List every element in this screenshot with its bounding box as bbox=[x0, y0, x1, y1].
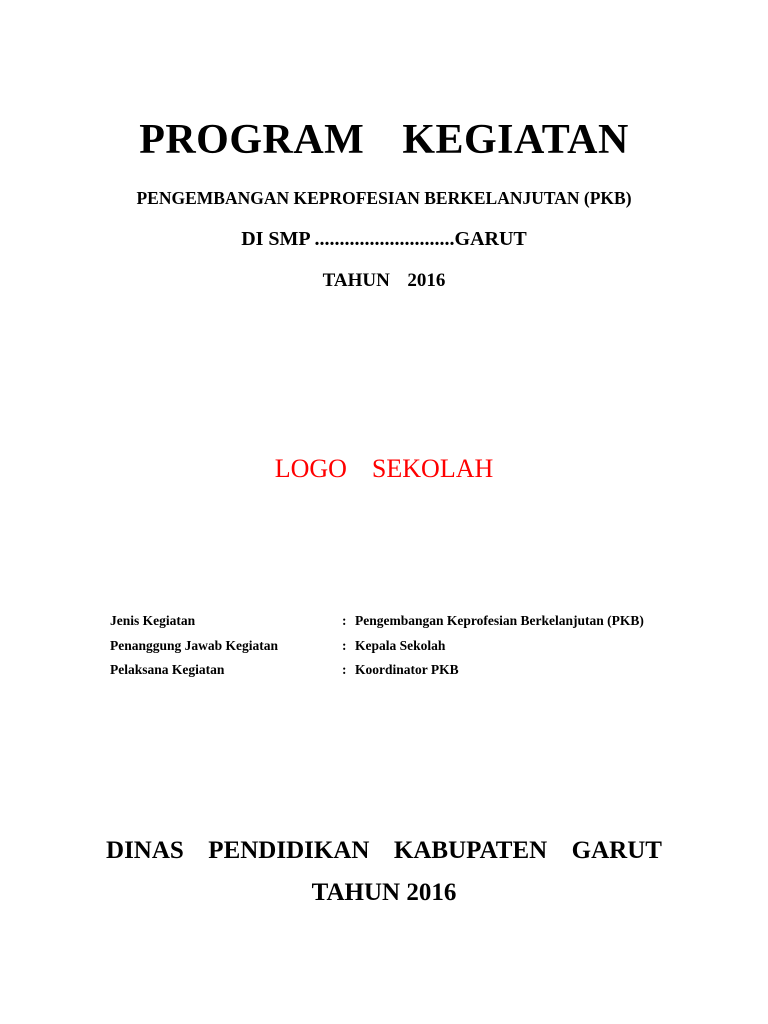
info-row-pelaksana bbox=[110, 661, 730, 686]
header-year: TAHUN 2016 bbox=[322, 270, 446, 291]
school-line: DI SMP ............................GARUT bbox=[241, 228, 527, 250]
info-table bbox=[110, 612, 730, 686]
document-subtitle: PENGEMBANGAN KEPROFESIAN BERKELANJUTAN (PKB) bbox=[136, 188, 632, 208]
info-row-penanggung-jawab bbox=[110, 637, 730, 662]
info-row-jenis-kegiatan bbox=[110, 612, 730, 637]
document-title: PROGRAM KEGIATAN bbox=[139, 117, 629, 163]
info-colon: : bbox=[342, 637, 347, 653]
logo-placeholder: LOGO SEKOLAH bbox=[274, 454, 494, 483]
footer-year: TAHUN 2016 bbox=[311, 879, 457, 906]
info-colon: : bbox=[342, 613, 347, 628]
info-label: Jenis Kegiatan bbox=[110, 613, 196, 628]
info-value: Pengembangan Keprofesian Berkelanjutan (PKB) bbox=[355, 613, 644, 628]
info-label: Penanggung Jawab Kegiatan bbox=[110, 637, 279, 653]
footer-office: DINAS PENDIDIKAN KABUPATEN GARUT bbox=[106, 837, 662, 864]
info-colon: : bbox=[342, 662, 347, 677]
info-value: Koordinator PKB bbox=[355, 662, 459, 677]
info-label: Pelaksana Kegiatan bbox=[110, 662, 225, 677]
info-value: Kepala Sekolah bbox=[355, 637, 446, 653]
